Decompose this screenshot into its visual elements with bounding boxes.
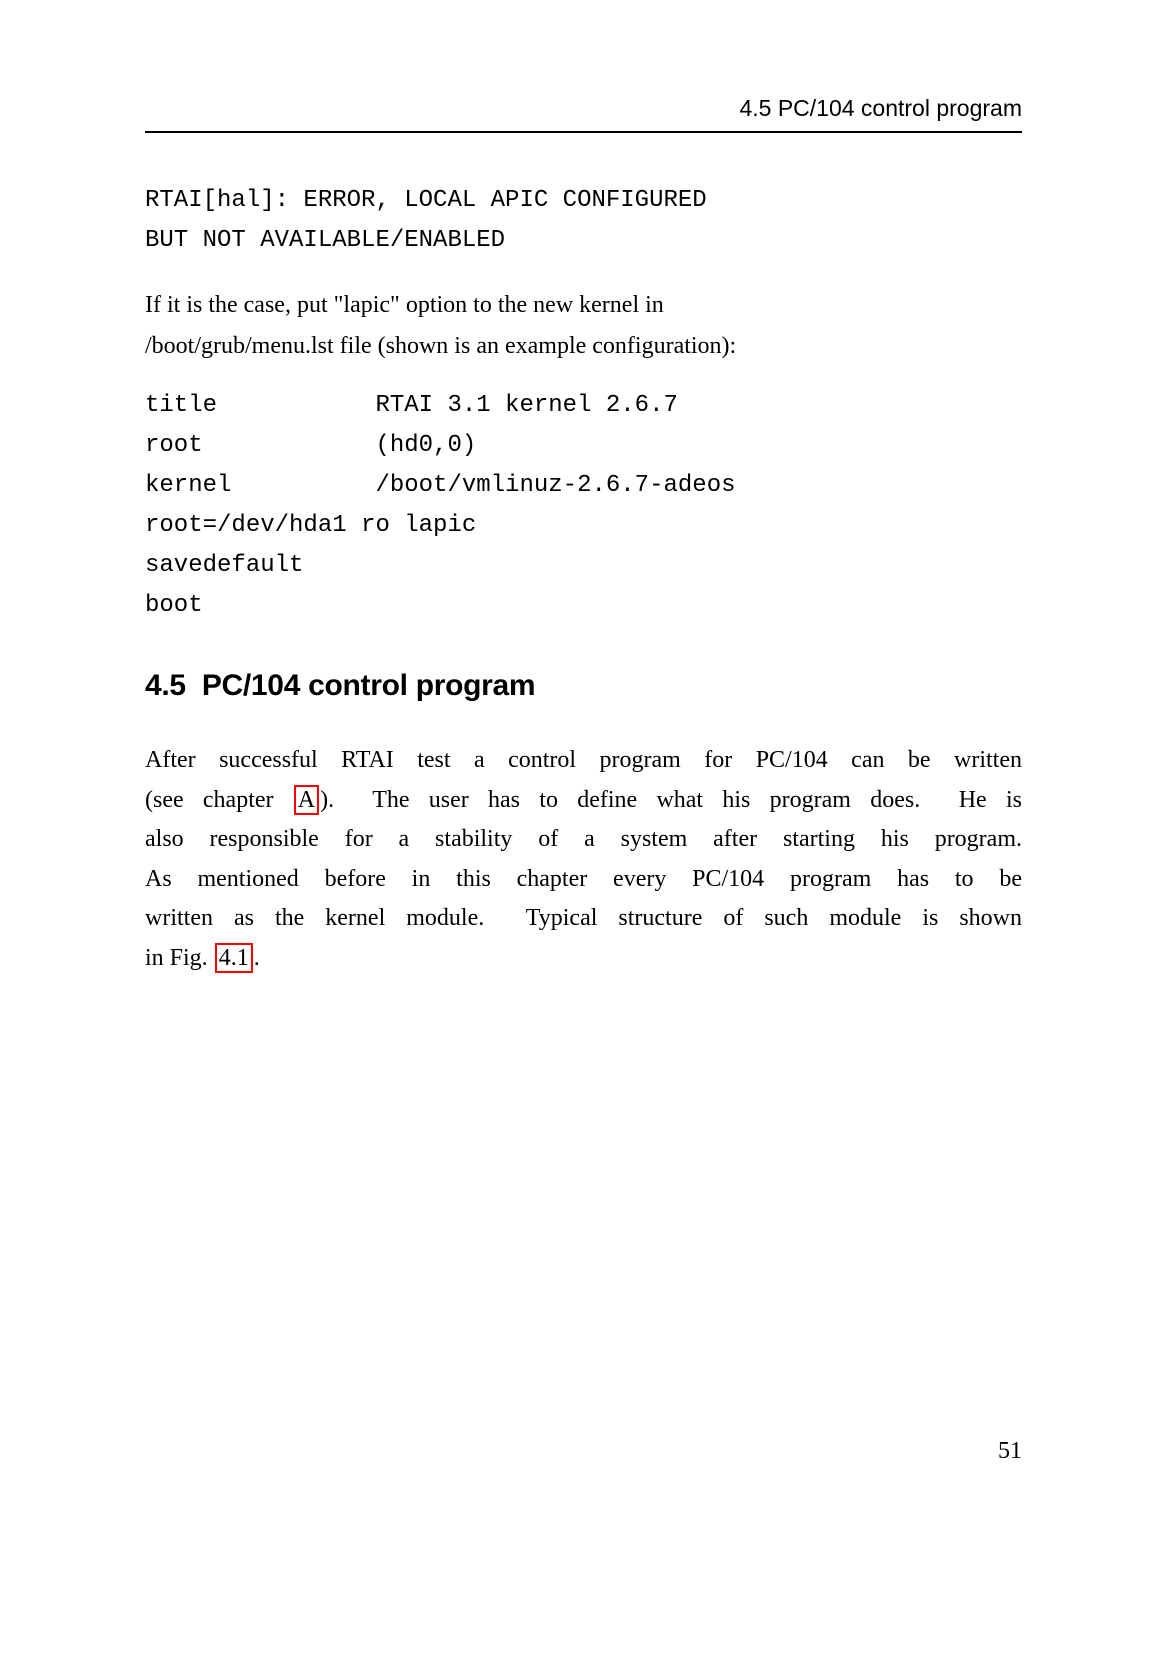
intro-paragraph: [145, 285, 1022, 367]
section-number: 4.5: [145, 669, 186, 702]
text-segment: .: [253, 944, 260, 971]
paragraph-line: /boot/grub/menu.lst file (shown is an example configuration):: [145, 333, 737, 359]
paragraph-line: If it is the case, put "lapic" option to the new kernel in: [145, 292, 664, 318]
paragraph-line: [145, 860, 1022, 900]
paragraph-line: [145, 899, 1022, 939]
running-header: [145, 94, 1022, 122]
cross-reference-link[interactable]: 4.1: [215, 943, 253, 973]
text-segment: also responsible for a stability of a system after starting his program.: [145, 826, 1022, 853]
code-line: boot: [145, 592, 203, 619]
error-line: BUT NOT AVAILABLE/ENABLED: [145, 227, 506, 254]
header-rule: [145, 131, 1022, 133]
page-number: 51: [998, 1438, 1022, 1464]
text-segment: As mentioned before in this chapter every PC/104 program has to be: [145, 865, 1022, 892]
paragraph-line: [145, 820, 1022, 860]
code-line: root=/dev/hda1 ro lapic: [145, 512, 477, 539]
code-line: title RTAI 3.1 kernel 2.6.7: [145, 392, 678, 419]
kernel-error-message: [145, 181, 707, 261]
running-header-title: 4.5 PC/104 control program: [739, 95, 1022, 121]
code-line: savedefault: [145, 552, 304, 579]
text-segment: in Fig.: [145, 944, 214, 971]
error-line: RTAI[hal]: ERROR, LOCAL APIC CONFIGURED: [145, 187, 707, 214]
text-segment: written as the kernel module. Typical structure of such module is shown: [145, 905, 1022, 932]
section-title: PC/104 control program: [201, 669, 536, 702]
paragraph-line: [145, 939, 1022, 979]
paragraph-line: [145, 741, 1022, 781]
code-line: kernel /boot/vmlinuz-2.6.7-adeos: [145, 472, 736, 499]
section-heading: [145, 668, 535, 704]
text-segment: ). The user has to define what his program does. He is: [320, 786, 1022, 813]
grub-config-listing: [145, 386, 736, 626]
text-segment: After successful RTAI test a control program for PC/104 can be written: [145, 747, 1022, 773]
paragraph-line: [145, 781, 1022, 821]
text-segment: (see chapter: [145, 786, 293, 813]
body-paragraph: [145, 741, 1022, 979]
cross-reference-link[interactable]: A: [294, 785, 319, 815]
code-line: root (hd0,0): [145, 432, 477, 459]
